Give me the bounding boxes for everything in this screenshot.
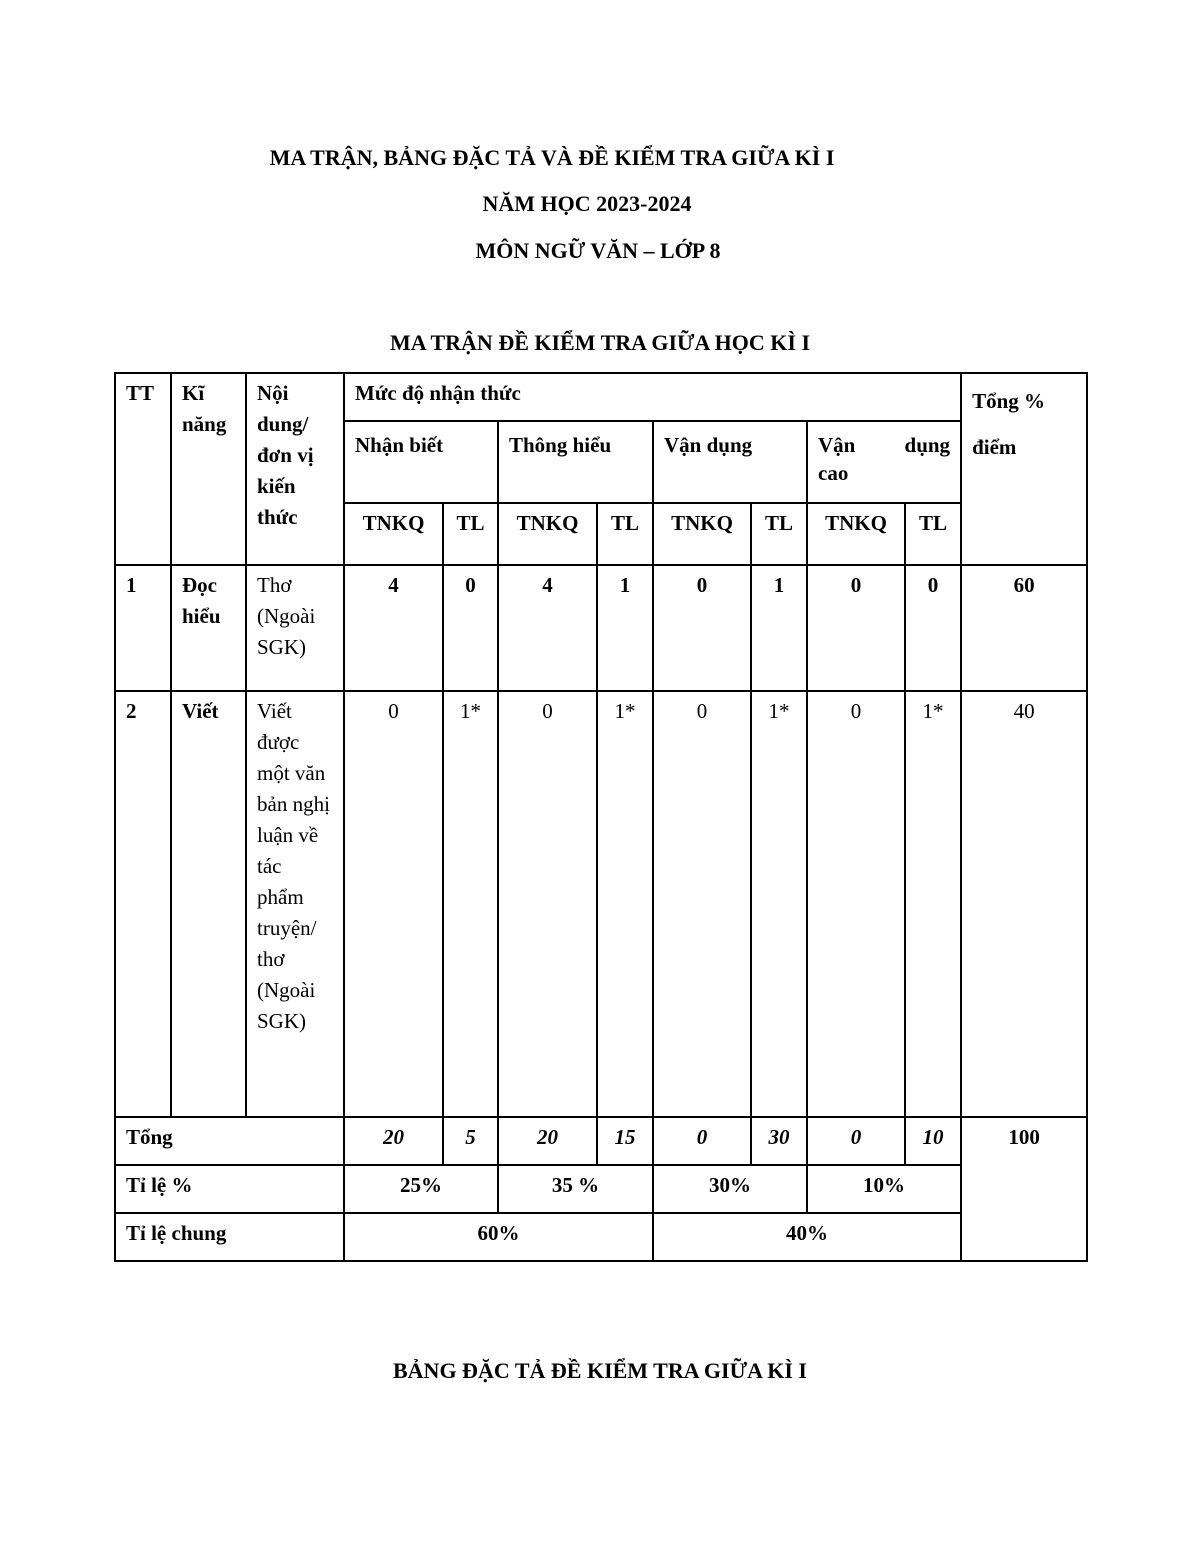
row-ki-nang: Viết: [171, 691, 246, 1117]
ti-le-chung-value: 60%: [344, 1213, 653, 1261]
cell-value: 0: [653, 691, 751, 1117]
header-thong-hieu: Thông hiểu: [498, 421, 653, 503]
ti-le-label: Tỉ lệ %: [115, 1165, 344, 1213]
header-van-dung-cao-word2: dụng: [904, 433, 951, 457]
header-vdc-tnkq: TNKQ: [807, 503, 905, 565]
table-row: [115, 565, 1087, 691]
tong-label: Tổng: [115, 1117, 344, 1165]
ti-le-chung-row: [115, 1213, 1087, 1261]
cell-value: 0: [807, 565, 905, 691]
header-van-dung-cao: [807, 421, 961, 503]
cell-value: 1*: [597, 691, 653, 1117]
ti-le-value: 35 %: [498, 1165, 653, 1213]
header-row-1: [115, 373, 1087, 421]
cell-value: 0: [807, 691, 905, 1117]
header-nhan-biet: Nhận biết: [344, 421, 498, 503]
cell-value: 0: [498, 691, 597, 1117]
header-van-dung: Vận dụng: [653, 421, 807, 503]
tong-value: 20: [344, 1117, 443, 1165]
header-tong-diem: Tổng % điểm: [961, 373, 1087, 565]
row-tong: 40: [961, 691, 1087, 1117]
section-title-dac-ta: BẢNG ĐẶC TẢ ĐỀ KIỂM TRA GIỮA KÌ I: [393, 1358, 807, 1383]
table-row: [115, 691, 1087, 1117]
row-noi-dung: Thơ (Ngoài SGK): [246, 565, 344, 691]
ti-le-row: [115, 1165, 1087, 1213]
row-tt: 2: [115, 691, 171, 1117]
matrix-title: MA TRẬN ĐỀ KIỂM TRA GIỮA HỌC KÌ I: [389, 330, 811, 355]
tong-value: 20: [498, 1117, 597, 1165]
tong-row: [115, 1117, 1087, 1165]
cell-value: 1: [597, 565, 653, 691]
header-van-dung-cao-word3: cao: [818, 461, 849, 485]
cell-value: 1: [751, 565, 807, 691]
tong-value: 15: [597, 1117, 653, 1165]
tong-value: 10: [905, 1117, 961, 1165]
subject-grade: MÔN NGỮ VĂN – LỚP 8: [475, 238, 721, 263]
exam-matrix-table: [114, 372, 1088, 1262]
header-van-dung-cao-word1: Vận: [818, 433, 856, 457]
ti-le-value: 10%: [807, 1165, 961, 1213]
cell-value: 0: [344, 691, 443, 1117]
cell-value: 4: [344, 565, 443, 691]
tong-value: 5: [443, 1117, 498, 1165]
row-tt: 1: [115, 565, 171, 691]
header-th-tnkq: TNKQ: [498, 503, 597, 565]
header-vd-tnkq: TNKQ: [653, 503, 751, 565]
header-noi-dung: Nội dung/ đơn vị kiến thức: [246, 373, 344, 565]
ti-le-chung-label: Tỉ lệ chung: [115, 1213, 344, 1261]
row-tong: 60: [961, 565, 1087, 691]
document-title: MA TRẬN, BẢNG ĐẶC TẢ VÀ ĐỀ KIỂM TRA GIỮA KÌ I: [269, 145, 835, 170]
cell-value: 1*: [443, 691, 498, 1117]
header-nb-tnkq: TNKQ: [344, 503, 443, 565]
cell-value: 4: [498, 565, 597, 691]
cell-value: 0: [443, 565, 498, 691]
tong-value: 30: [751, 1117, 807, 1165]
header-muc-do: Mức độ nhận thức: [344, 373, 961, 421]
cell-value: 1*: [905, 691, 961, 1117]
header-tt: TT: [115, 373, 171, 565]
header-nb-tl: TL: [443, 503, 498, 565]
ti-le-chung-value: 40%: [653, 1213, 961, 1261]
row-ki-nang: Đọc hiểu: [171, 565, 246, 691]
cell-value: 0: [653, 565, 751, 691]
ti-le-value: 25%: [344, 1165, 498, 1213]
school-year: NĂM HỌC 2023-2024: [482, 191, 692, 216]
row-noi-dung: Viết được một văn bản nghị luận về tác phẩm truyện/ thơ (Ngoài SGK): [246, 691, 344, 1117]
cell-value: 1*: [751, 691, 807, 1117]
ti-le-value: 30%: [653, 1165, 807, 1213]
header-vd-tl: TL: [751, 503, 807, 565]
header-ki-nang: Kĩ năng: [171, 373, 246, 565]
tong-value: 0: [807, 1117, 905, 1165]
header-vdc-tl: TL: [905, 503, 961, 565]
tong-total: 100: [961, 1117, 1087, 1261]
cell-value: 0: [905, 565, 961, 691]
header-th-tl: TL: [597, 503, 653, 565]
tong-value: 0: [653, 1117, 751, 1165]
